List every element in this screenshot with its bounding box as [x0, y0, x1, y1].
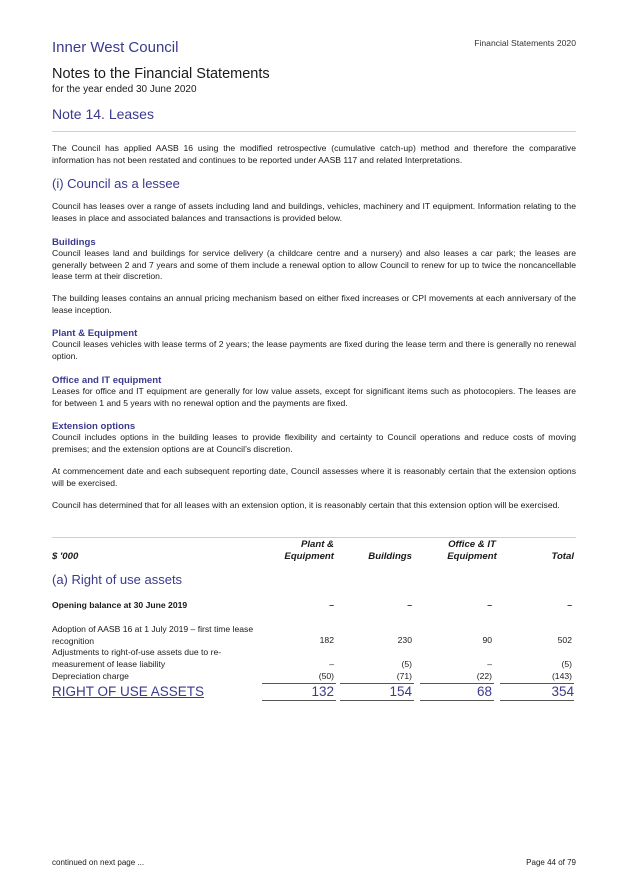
total-rule-buildings: [340, 700, 414, 701]
cell-depreciation-office: (22): [476, 671, 492, 681]
total-buildings: 154: [389, 684, 412, 699]
table-unit-header: $ '000: [52, 551, 79, 562]
cell-adjustments-plant: –: [329, 659, 334, 669]
col-header-office-line2: Equipment: [447, 551, 497, 562]
extension-paragraph-2: At commencement date and each subsequent reporting date, Council assesses where it is reasonably certain that the extension options will be exercised.: [52, 466, 576, 488]
page-title: Notes to the Financial Statements: [52, 66, 270, 82]
row-label-depreciation: Depreciation charge: [52, 671, 129, 681]
section-lessee-heading: (i) Council as a lessee: [52, 176, 180, 191]
cell-adoption-total: 502: [557, 635, 572, 645]
total-row-label: RIGHT OF USE ASSETS: [52, 684, 205, 699]
cell-adoption-office: 90: [482, 635, 492, 645]
row-label-opening: Opening balance at 30 June 2019: [52, 600, 188, 610]
extension-paragraph-1: Council includes options in the building leases to provide flexibility and certainty to Council operations and reduce costs of moving premises; and the extension options are at Council’s discretion.: [52, 432, 576, 454]
intro-paragraph: The Council has applied AASB 16 using the modified retrospective (cumulative catch-up) method and therefore the comparative information has not been restated and continues to be reported under AASB 117 and related Interpretations.: [52, 143, 576, 165]
cell-adjustments-office: –: [487, 659, 492, 669]
col-header-plant-line2: Equipment: [284, 551, 334, 562]
page-subtitle: for the year ended 30 June 2020: [52, 84, 197, 95]
cell-opening-buildings: –: [407, 600, 412, 610]
cell-opening-office: –: [487, 600, 492, 610]
col-header-office: [442, 539, 502, 563]
note-title: Note 14. Leases: [52, 106, 154, 122]
total-rule-total: [500, 700, 574, 701]
col-header-plant-line1: Plant &: [300, 539, 334, 550]
cell-adoption-plant: 182: [319, 635, 334, 645]
buildings-paragraph-2: The building leases contains an annual pricing mechanism based on either fixed increases or CPI movements at each anniversary of the lease inception.: [52, 293, 576, 315]
cell-adoption-buildings: 230: [397, 635, 412, 645]
cell-depreciation-plant: (50): [318, 671, 334, 681]
col-header-office-line1: Office & IT: [448, 539, 496, 550]
cell-adjustments-total: (5): [561, 659, 572, 669]
plant-heading: Plant & Equipment: [52, 328, 138, 339]
cell-opening-total: –: [567, 600, 572, 610]
buildings-heading: Buildings: [52, 237, 96, 248]
cell-opening-plant: –: [329, 600, 334, 610]
divider: [52, 131, 576, 132]
row-label-adoption: Adoption of AASB 16 at 1 July 2019 – first time lease recognition: [52, 624, 254, 646]
cell-adjustments-buildings: (5): [401, 659, 412, 669]
col-header-plant: [262, 539, 334, 563]
extension-paragraph-3: Council has determined that for all leases with an extension option, it is reasonably certain that this extension option will be exercised.: [52, 500, 560, 510]
total-plant: 132: [311, 684, 334, 699]
table-top-rule: [52, 537, 576, 538]
page-number: Page 44 of 79: [526, 858, 576, 867]
total-total: 354: [551, 684, 574, 699]
col-header-buildings: Buildings: [368, 551, 412, 562]
council-name: Inner West Council: [52, 39, 179, 56]
cell-depreciation-buildings: (71): [396, 671, 412, 681]
continued-note: continued on next page ...: [52, 858, 145, 867]
office-paragraph: Leases for office and IT equipment are generally for low value assets, except for significant items such as photocopiers. The leases are for between 1 and 5 years with no renewal option and the payments are fixed.: [52, 386, 576, 408]
row-label-adjustments: Adjustments to right-of-use assets due to re-measurement of lease liability: [52, 647, 222, 669]
page-label: Financial Statements 2020: [474, 38, 576, 48]
total-rule-plant: [262, 700, 336, 701]
lessee-paragraph: Council has leases over a range of assets including land and buildings, vehicles, machinery and IT equipment. Information relating to the leases in place and associated balances and transactions is provided below.: [52, 201, 576, 223]
office-heading: Office and IT equipment: [52, 375, 162, 386]
extension-heading: Extension options: [52, 421, 136, 432]
buildings-paragraph-1: Council leases land and buildings for service delivery (a childcare centre and a nursery) and also leases a car park; the leases are generally between 2 and 7 years and some of them include a renewal option to allow Council to renew for up to twice the noncancellable lease term at their discretion.: [52, 248, 576, 281]
plant-paragraph: Council leases vehicles with lease terms of 2 years; the lease payments are fixed during the lease term and there is generally no renewal option.: [52, 339, 576, 361]
col-header-total: Total: [551, 551, 574, 562]
cell-depreciation-total: (143): [551, 671, 572, 681]
table-section-heading: (a) Right of use assets: [52, 572, 183, 587]
total-office: 68: [476, 684, 492, 699]
total-rule-office: [420, 700, 494, 701]
